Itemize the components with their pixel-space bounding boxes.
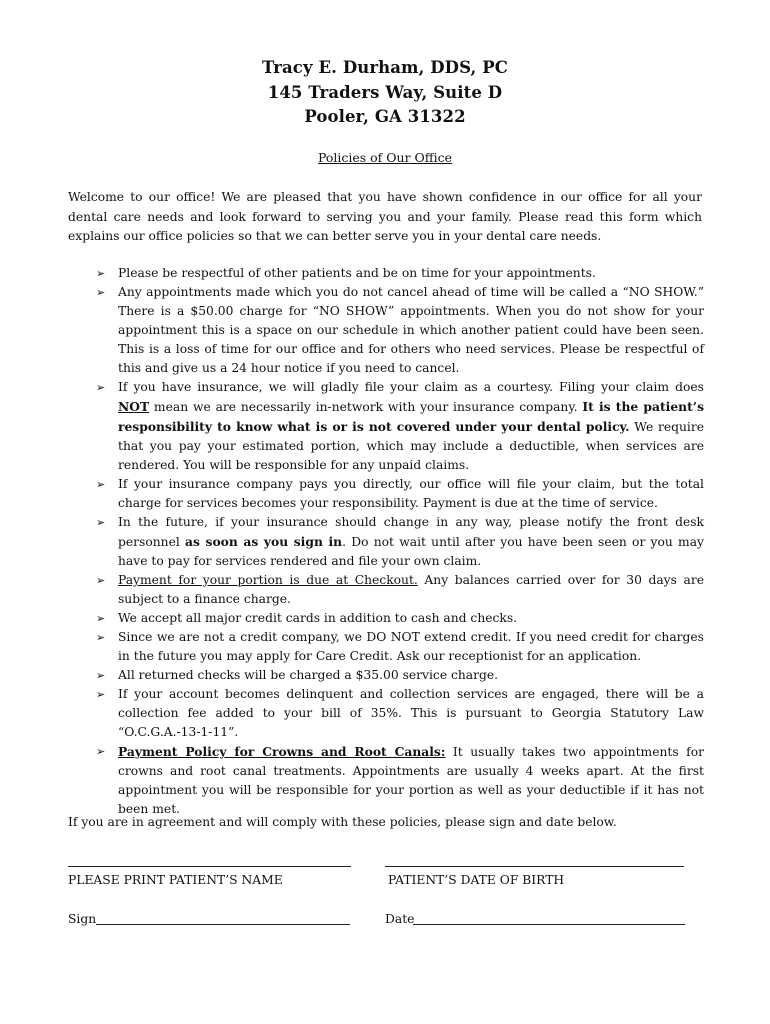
- policy-item: ➢ All returned checks will be charged a $35.00 service charge.: [96, 666, 704, 685]
- practice-header: [0, 56, 770, 130]
- emphasis-checkout: Payment for your portion is due at Checkout.: [118, 573, 418, 587]
- policy-item: ➢ Since we are not a credit company, we DO NOT extend credit. If you need credit for charges in the future you may apply for Care Credit. Ask our receptionist for an application.: [96, 630, 704, 663]
- policy-item: ➢ We accept all major credit cards in addition to cash and checks.: [96, 609, 704, 628]
- practice-street: 145 Traders Way, Suite D: [267, 82, 503, 102]
- emphasis-crowns-policy: Payment Policy for Crowns and Root Canals:: [118, 744, 446, 759]
- arrow-bullet-icon: ➢: [96, 669, 106, 682]
- arrow-bullet-icon: ➢: [96, 267, 106, 280]
- practice-name: Tracy E. Durham, DDS, PC: [262, 58, 508, 77]
- signature-field[interactable]: [96, 924, 350, 925]
- arrow-bullet-icon: ➢: [96, 612, 106, 625]
- date-of-birth-field[interactable]: [385, 866, 684, 867]
- patient-name-label: PLEASE PRINT PATIENT’S NAME: [68, 873, 283, 887]
- policy-item: ➢ If your account becomes delinquent and collection services are engaged, there will be a collection fee added to your bill of 35%. This is pursuant to Georgia Statutory Law “O.C.G.A.-13-1-11”.: [96, 687, 704, 739]
- policy-item: ➢ Please be respectful of other patients and be on time for your appointments.: [96, 264, 704, 283]
- agreement-statement: If you are in agreement and will comply with these policies, please sign and date below.: [68, 815, 617, 829]
- arrow-bullet-icon: ➢: [96, 478, 106, 491]
- date-of-birth-label: PATIENT’S DATE OF BIRTH: [388, 873, 565, 887]
- policy-item: ➢ In the future, if your insurance should change in any way, please notify the front desk personnel as soon as you sign in. Do not wait until after you have been seen or you may have to pay for services rendered and file your own claim.: [96, 515, 704, 568]
- document-title: Policies of Our Office: [317, 150, 453, 165]
- date-label: Date: [385, 912, 415, 926]
- emphasis-not: NOT: [118, 399, 150, 414]
- date-field[interactable]: [413, 924, 685, 925]
- arrow-bullet-icon: ➢: [96, 688, 106, 701]
- policy-item: ➢ Payment Policy for Crowns and Root Canals: It usually takes two appointments for crowns and root canal treatments. Appointments are usually 4 weeks apart. At the first appointment you will be responsible for your portion as well as your deductible if it has not been met.: [96, 744, 704, 816]
- arrow-bullet-icon: ➢: [96, 381, 106, 394]
- practice-city: Pooler, GA 31322: [304, 107, 466, 126]
- policy-item: ➢ If your insurance company pays you directly, our office will file your claim, but the total charge for services becomes your responsibility. Payment is due at the time of service.: [96, 477, 704, 510]
- policy-item: ➢ If you have insurance, we will gladly file your claim as a courtesy. Filing your claim does NOT mean we are necessarily in-network with your insurance company. It is the patient’s responsibility to know what is or is not covered under your dental policy. We require that you pay your estimated portion, which may include a deductible, when services are rendered. You will be responsible for any unpaid claims.: [96, 380, 704, 472]
- arrow-bullet-icon: ➢: [96, 574, 106, 587]
- sign-label: Sign: [68, 912, 97, 926]
- arrow-bullet-icon: ➢: [96, 631, 106, 644]
- arrow-bullet-icon: ➢: [96, 745, 106, 758]
- arrow-bullet-icon: ➢: [96, 286, 106, 299]
- policy-list: [96, 264, 704, 819]
- arrow-bullet-icon: ➢: [96, 516, 106, 529]
- policy-item: ➢ Payment for your portion is due at Checkout. Any balances carried over for 30 days are subject to a finance charge.: [96, 573, 704, 606]
- emphasis-sign-in: as soon as you sign in: [185, 534, 343, 549]
- intro-paragraph: Welcome to our office! We are pleased that you have shown confidence in our office for all your dental care needs and look forward to serving you and your family. Please read this form which explains our office policies so that we can better serve you in your dental care needs.: [68, 190, 702, 244]
- emphasis-responsibility: It is the patient’s responsibility to know what is or is not covered under your dental policy.: [118, 399, 704, 434]
- patient-name-field[interactable]: [68, 866, 351, 867]
- policy-item: ➢ Any appointments made which you do not cancel ahead of time will be called a “NO SHOW.” There is a $50.00 charge for “NO SHOW” appointments. When you do not show for your appointment this is a space on our schedule in which another patient could have been seen. This is a loss of time for our office and for others who need services. Please be respectful of this and give us a 24 hour notice if you need to cancel.: [96, 285, 704, 375]
